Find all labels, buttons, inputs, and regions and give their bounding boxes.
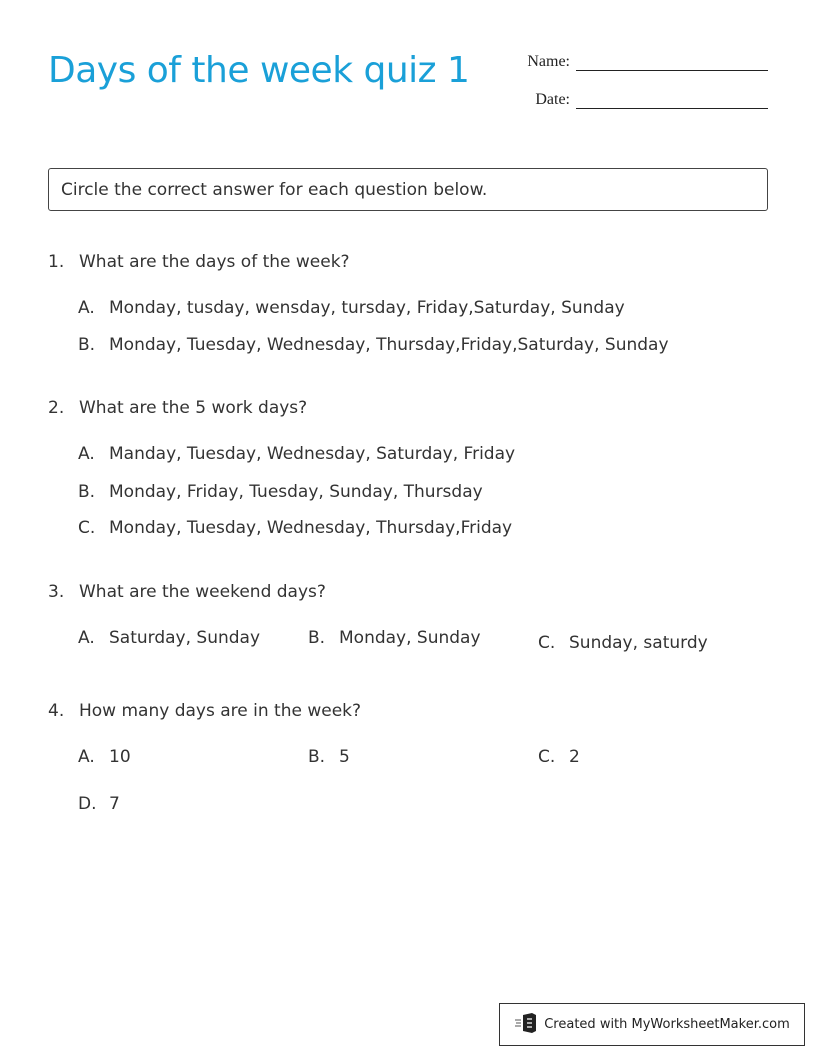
q3-option-b[interactable]	[308, 628, 481, 648]
question-number: 4.	[48, 701, 65, 721]
question-text: What are the weekend days?	[79, 582, 326, 602]
q2-option-b[interactable]	[78, 482, 483, 502]
q3-option-c[interactable]	[538, 633, 708, 653]
option-text: Monday, Sunday	[339, 628, 481, 648]
date-label: Date:	[535, 91, 570, 108]
question-text: What are the 5 work days?	[79, 398, 308, 418]
question-number: 3.	[48, 582, 65, 602]
date-blank-line[interactable]	[576, 92, 768, 109]
option-text: 2	[569, 747, 580, 767]
footer-text: Created with MyWorksheetMaker.com	[544, 1017, 790, 1032]
question-number: 2.	[48, 398, 65, 418]
worksheet-logo-icon	[514, 1012, 544, 1038]
option-letter: A.	[78, 444, 95, 464]
question-text: What are the days of the week?	[79, 252, 350, 272]
question-text: How many days are in the week?	[79, 701, 362, 721]
footer-credit[interactable]	[499, 1003, 805, 1046]
option-letter: A.	[78, 747, 95, 767]
question-2	[48, 398, 307, 418]
option-text: Monday, tusday, wensday, tursday, Friday,Saturday, Sunday	[109, 298, 625, 318]
name-blank-line[interactable]	[576, 54, 768, 71]
name-field	[510, 53, 768, 71]
option-letter: C.	[538, 747, 556, 767]
instructions-box	[48, 168, 768, 211]
option-letter: A.	[78, 298, 95, 318]
q4-option-c[interactable]	[538, 747, 580, 767]
question-3	[48, 582, 326, 602]
q3-option-a[interactable]	[78, 628, 260, 648]
option-letter: B.	[78, 482, 96, 502]
option-text: Manday, Tuesday, Wednesday, Saturday, Friday	[109, 444, 516, 464]
option-text: Monday, Friday, Tuesday, Sunday, Thursday	[109, 482, 483, 502]
option-text: 7	[109, 794, 120, 814]
date-field	[510, 91, 768, 109]
option-letter: B.	[78, 335, 96, 355]
q4-option-d[interactable]	[78, 794, 120, 814]
q1-option-a[interactable]	[78, 298, 625, 318]
question-number: 1.	[48, 252, 65, 272]
q4-option-a[interactable]	[78, 747, 131, 767]
option-letter: D.	[78, 794, 97, 814]
option-letter: B.	[308, 747, 326, 767]
option-letter: C.	[78, 518, 96, 538]
option-text: 10	[109, 747, 131, 767]
question-1	[48, 252, 350, 272]
page-title: Days of the week quiz 1	[48, 50, 470, 91]
option-text: Sunday, saturdy	[569, 633, 708, 653]
option-letter: A.	[78, 628, 95, 648]
q1-option-b[interactable]	[78, 335, 669, 355]
instructions-text: Circle the correct answer for each question below.	[61, 179, 488, 200]
option-text: 5	[339, 747, 350, 767]
option-letter: B.	[308, 628, 326, 648]
q2-option-a[interactable]	[78, 444, 515, 464]
name-label: Name:	[527, 53, 570, 70]
option-text: Saturday, Sunday	[109, 628, 261, 648]
option-text: Monday, Tuesday, Wednesday, Thursday,Friday	[109, 518, 513, 538]
q4-option-b[interactable]	[308, 747, 350, 767]
option-letter: C.	[538, 633, 556, 653]
question-4	[48, 701, 361, 721]
q2-option-c[interactable]	[78, 518, 512, 538]
option-text: Monday, Tuesday, Wednesday, Thursday,Friday,Saturday, Sunday	[109, 335, 669, 355]
